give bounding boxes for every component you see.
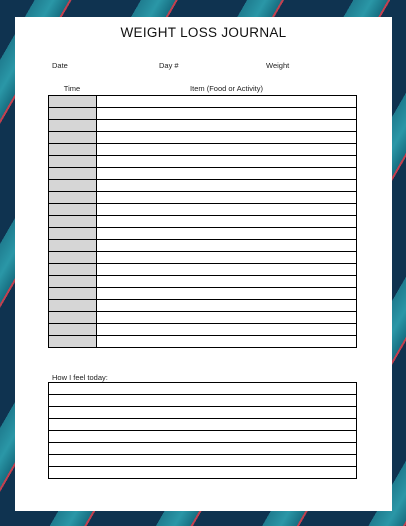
log-row bbox=[49, 168, 357, 180]
feel-line[interactable] bbox=[49, 431, 357, 443]
log-row bbox=[49, 204, 357, 216]
time-cell[interactable] bbox=[49, 252, 97, 264]
weight-label: Weight bbox=[266, 61, 290, 70]
feel-line[interactable] bbox=[49, 383, 357, 395]
log-row bbox=[49, 156, 357, 168]
log-row bbox=[49, 216, 357, 228]
item-cell[interactable] bbox=[97, 144, 357, 156]
log-row bbox=[49, 120, 357, 132]
feel-line[interactable] bbox=[49, 407, 357, 419]
time-cell[interactable] bbox=[49, 324, 97, 336]
time-cell[interactable] bbox=[49, 240, 97, 252]
date-label: Date bbox=[52, 61, 68, 70]
feel-line[interactable] bbox=[49, 395, 357, 407]
log-row bbox=[49, 132, 357, 144]
log-row bbox=[49, 108, 357, 120]
item-cell[interactable] bbox=[97, 336, 357, 348]
time-cell[interactable] bbox=[49, 180, 97, 192]
day-label: Day # bbox=[159, 61, 179, 70]
time-cell[interactable] bbox=[49, 312, 97, 324]
log-row bbox=[49, 240, 357, 252]
item-cell[interactable] bbox=[97, 324, 357, 336]
feel-row bbox=[49, 407, 357, 419]
feel-line[interactable] bbox=[49, 455, 357, 467]
item-cell[interactable] bbox=[97, 264, 357, 276]
feel-row bbox=[49, 443, 357, 455]
item-cell[interactable] bbox=[97, 288, 357, 300]
item-cell[interactable] bbox=[97, 276, 357, 288]
log-row bbox=[49, 312, 357, 324]
item-cell[interactable] bbox=[97, 180, 357, 192]
time-cell[interactable] bbox=[49, 288, 97, 300]
feel-row bbox=[49, 383, 357, 395]
time-cell[interactable] bbox=[49, 216, 97, 228]
time-cell[interactable] bbox=[49, 168, 97, 180]
item-cell[interactable] bbox=[97, 312, 357, 324]
feel-row bbox=[49, 431, 357, 443]
time-cell[interactable] bbox=[49, 144, 97, 156]
time-cell[interactable] bbox=[49, 120, 97, 132]
item-cell[interactable] bbox=[97, 204, 357, 216]
feel-line[interactable] bbox=[49, 443, 357, 455]
time-cell[interactable] bbox=[49, 192, 97, 204]
page-title: WEIGHT LOSS JOURNAL bbox=[120, 25, 287, 40]
log-row bbox=[49, 288, 357, 300]
feel-row bbox=[49, 467, 357, 479]
item-cell[interactable] bbox=[97, 252, 357, 264]
log-row bbox=[49, 264, 357, 276]
time-column-header: Time bbox=[63, 84, 81, 93]
time-cell[interactable] bbox=[49, 96, 97, 108]
feel-line[interactable] bbox=[49, 467, 357, 479]
time-cell[interactable] bbox=[49, 204, 97, 216]
time-cell[interactable] bbox=[49, 300, 97, 312]
time-cell[interactable] bbox=[49, 228, 97, 240]
item-cell[interactable] bbox=[97, 192, 357, 204]
item-cell[interactable] bbox=[97, 108, 357, 120]
feel-line[interactable] bbox=[49, 419, 357, 431]
item-cell[interactable] bbox=[97, 132, 357, 144]
time-cell[interactable] bbox=[49, 336, 97, 348]
log-row bbox=[49, 192, 357, 204]
feel-row bbox=[49, 419, 357, 431]
time-cell[interactable] bbox=[49, 132, 97, 144]
food-activity-log bbox=[48, 95, 357, 348]
feel-notes-table bbox=[48, 382, 357, 479]
log-row bbox=[49, 300, 357, 312]
log-row bbox=[49, 228, 357, 240]
time-cell[interactable] bbox=[49, 276, 97, 288]
time-cell[interactable] bbox=[49, 264, 97, 276]
item-cell[interactable] bbox=[97, 228, 357, 240]
log-row bbox=[49, 96, 357, 108]
journal-page bbox=[15, 17, 392, 511]
item-cell[interactable] bbox=[97, 96, 357, 108]
item-cell[interactable] bbox=[97, 216, 357, 228]
time-cell[interactable] bbox=[49, 108, 97, 120]
feel-label: How I feel today: bbox=[52, 373, 108, 382]
log-row bbox=[49, 180, 357, 192]
log-row bbox=[49, 276, 357, 288]
log-row bbox=[49, 324, 357, 336]
feel-row bbox=[49, 455, 357, 467]
item-cell[interactable] bbox=[97, 156, 357, 168]
item-cell[interactable] bbox=[97, 300, 357, 312]
item-cell[interactable] bbox=[97, 168, 357, 180]
log-row bbox=[49, 252, 357, 264]
item-cell[interactable] bbox=[97, 120, 357, 132]
log-row bbox=[49, 144, 357, 156]
item-column-header: Item (Food or Activity) bbox=[190, 84, 263, 93]
feel-row bbox=[49, 395, 357, 407]
log-row bbox=[49, 336, 357, 348]
time-cell[interactable] bbox=[49, 156, 97, 168]
item-cell[interactable] bbox=[97, 240, 357, 252]
